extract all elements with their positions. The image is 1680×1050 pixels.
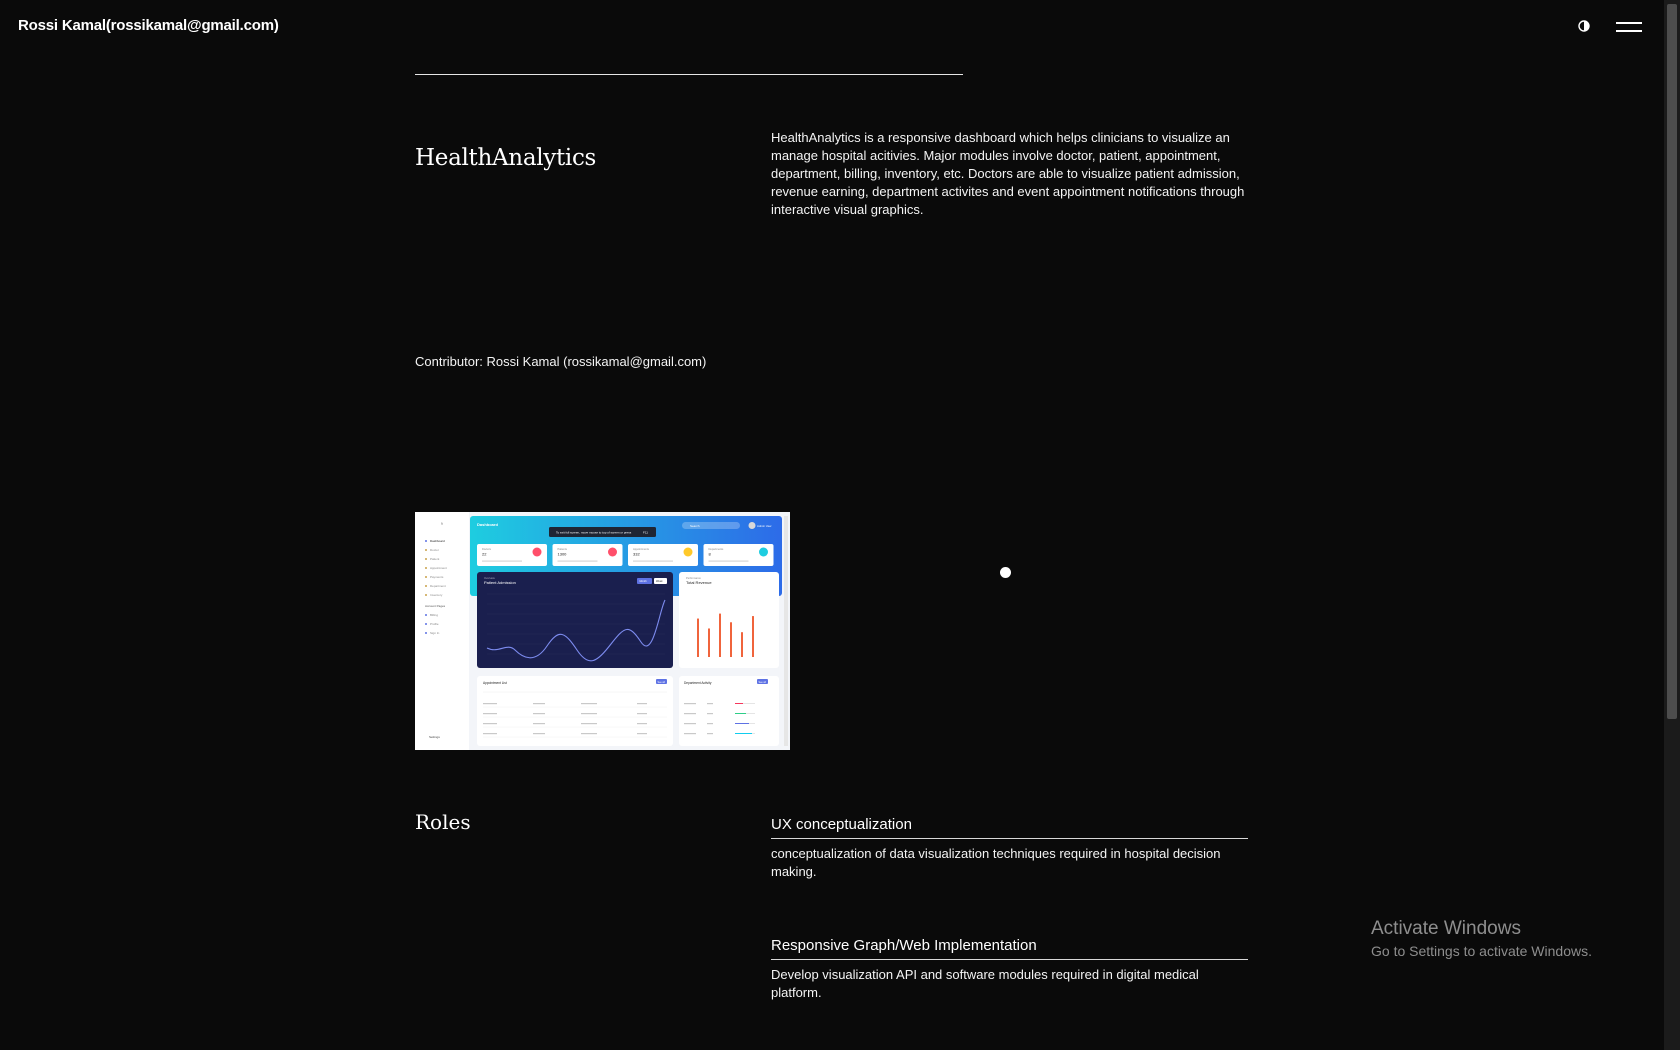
dash-rev-sub: Performance (686, 577, 701, 580)
hamburger-menu-icon[interactable] (1616, 20, 1642, 34)
dash-sidebar-item: Patient (430, 557, 440, 561)
role-item (771, 816, 1248, 881)
role-title: UX conceptualization (771, 816, 1248, 839)
dash-stat-icon (608, 548, 617, 557)
dash-banner-key: F11 (643, 530, 648, 535)
dash-adm-title: Patient Admission (484, 580, 516, 585)
divider (415, 74, 963, 75)
dash-sidebar-icon (425, 632, 427, 634)
dash-revenue-bar (719, 614, 721, 657)
dash-sidebar-item: Billing (430, 613, 439, 617)
activate-windows-watermark (1371, 918, 1592, 959)
dash-row-cell (684, 733, 696, 734)
project-description: HealthAnalytics is a responsive dashboard which helps clinicians to visualize an manage hospital acitivies. Major modules involve doctor, patient, appointment, department, billing, inventory, etc. Doctors are able to visualize patient admission, revenue earning, department activites and event appointment notifications through interactive visual graphics. (771, 130, 1245, 217)
dash-sidebar-item: Payments (430, 575, 444, 579)
dash-stat-label: Departments (708, 548, 724, 551)
dash-act-title: Department Activity (684, 681, 712, 685)
dash-stat-footnote (482, 561, 522, 562)
dash-stat-label: Patients (557, 548, 567, 551)
role-description: conceptualization of data visualization techniques required in hospital decision making. (771, 846, 1221, 879)
dash-header-label: Dashboard (477, 522, 498, 527)
dash-sidebar-item: Department (430, 584, 446, 588)
dash-stat-label: Appointments (633, 548, 649, 551)
dash-row-cell (684, 703, 696, 704)
dash-row-cell (684, 713, 696, 714)
contributor-text: Contributor: Rossi Kamal (rossikamal@gmail.com) (415, 354, 707, 369)
dash-search: Search (690, 524, 700, 528)
dash-sidebar-item: Doctor (430, 548, 439, 552)
dash-progress-fill (735, 733, 752, 734)
dash-sidebar-icon (425, 576, 427, 578)
roles-heading: Roles (415, 810, 471, 834)
page-scrollbar[interactable] (1664, 0, 1680, 1050)
dash-revenue-bar (741, 632, 743, 657)
dash-row-cell (483, 703, 497, 704)
dash-row-cell (533, 723, 545, 724)
dash-sidebar-item: Profile (430, 622, 439, 626)
dash-row-cell (581, 733, 597, 734)
dash-adm-btn1: Month (639, 580, 647, 584)
dash-sidebar-item: Dashboard (430, 539, 445, 543)
dash-logo: ⚕ (440, 521, 444, 526)
dash-row-cell (533, 713, 545, 714)
dash-stat-value: 332 (633, 551, 640, 557)
dash-progress-fill (735, 723, 749, 724)
dash-rev-title: Total Revenue (686, 580, 712, 585)
dash-sidebar-icon (425, 540, 427, 542)
dash-stat-value: 8 (708, 551, 711, 557)
dash-row-cell (483, 733, 497, 734)
dash-row-cell (637, 733, 647, 734)
dash-act-btn: See all (758, 680, 766, 684)
activate-title: Activate Windows (1371, 918, 1521, 939)
dash-row-cell (637, 713, 647, 714)
dash-user: Admin User (757, 524, 772, 528)
dash-revenue-bar (697, 619, 699, 657)
dash-sidebar-icon (425, 623, 427, 625)
dash-revenue-bar (752, 616, 754, 657)
site-title[interactable]: Rossi Kamal(rossikamal@gmail.com) (18, 17, 279, 34)
role-description: Develop visualization API and software modules required in digital medical platform. (771, 967, 1199, 1000)
dash-sidebar-icon (425, 549, 427, 551)
role-title: Responsive Graph/Web Implementation (771, 937, 1248, 960)
cursor-dot (1000, 567, 1011, 578)
dash-stat-value: 22 (482, 551, 487, 557)
dash-row-cell (533, 703, 545, 704)
dash-progress-fill (735, 703, 743, 704)
dash-row-cell (707, 733, 713, 734)
dash-stat-footnote (633, 561, 673, 562)
dash-sidebar-icon (425, 585, 427, 587)
contrast-icon[interactable] (1578, 19, 1590, 31)
dash-row-cell (581, 723, 597, 724)
dash-appt-btn: See all (657, 680, 665, 684)
dash-sidebar-icon (425, 594, 427, 596)
activate-subtitle: Go to Settings to activate Windows. (1371, 943, 1592, 959)
dash-adm-btn2: Week (656, 580, 663, 584)
dash-row-cell (483, 713, 497, 714)
dash-progress-fill (735, 713, 746, 714)
dash-row-cell (707, 703, 713, 704)
dash-row-cell (684, 723, 696, 724)
dash-row-cell (533, 733, 545, 734)
dash-stat-icon (684, 548, 693, 557)
dash-stat-icon (759, 548, 768, 557)
dash-sidebar-item: Sign In (430, 631, 440, 635)
dash-revenue-bar (730, 622, 732, 657)
dash-stat-footnote (558, 561, 598, 562)
project-title: HealthAnalytics (415, 145, 597, 171)
dash-row-cell (637, 703, 647, 704)
dash-sidebar-item: Appointment (430, 566, 447, 570)
dash-sidebar-section: Account Pages (425, 604, 446, 608)
dash-stat-label: Doctors (482, 548, 491, 551)
dash-sidebar-item: Inventory (430, 593, 443, 597)
scrollbar-thumb[interactable] (1667, 4, 1677, 719)
dashboard-preview-image (415, 512, 790, 750)
dash-stat-footnote (709, 561, 749, 562)
dash-stat-icon (533, 548, 542, 557)
dash-sidebar-icon (425, 614, 427, 616)
dash-row-cell (483, 723, 497, 724)
dash-fullscreen-banner: To exit full screen, move mouse to top of screen or press (556, 530, 632, 535)
dash-row-cell (637, 723, 647, 724)
dash-sidebar-icon (425, 567, 427, 569)
role-item (771, 937, 1248, 1002)
dash-row-cell (707, 713, 713, 714)
dash-row-cell (581, 703, 597, 704)
top-bar (0, 0, 1664, 54)
dash-stat-value: 1300 (557, 551, 567, 557)
dash-sidebar-icon (425, 558, 427, 560)
dash-revenue-bar (708, 628, 710, 657)
dash-appt-title: Appointment List (483, 681, 507, 685)
dash-row-cell (707, 723, 713, 724)
dash-adm-sub: Overview (484, 577, 495, 580)
dash-sidebar-footer: Settings (429, 735, 440, 739)
dash-row-cell (581, 713, 597, 714)
